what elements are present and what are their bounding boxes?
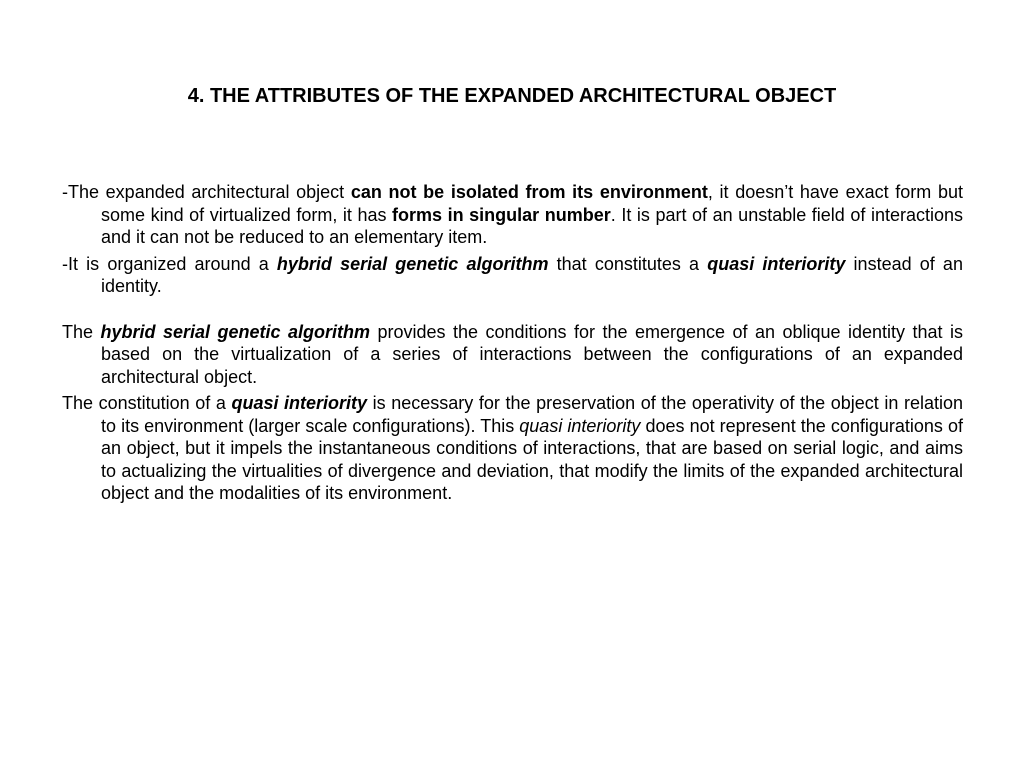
bold-phrase: can not be isolated from its environment bbox=[350, 182, 708, 202]
bold-italic-phrase: hybrid serial genetic algorithm bbox=[276, 253, 549, 274]
paragraph-hybrid-algorithm bbox=[62, 321, 963, 389]
text-run: -It is organized around a bbox=[62, 253, 277, 274]
bold-italic-phrase: quasi interiority bbox=[707, 253, 846, 274]
bold-italic-phrase: hybrid serial genetic algorithm bbox=[100, 321, 370, 342]
bold-italic-phrase: quasi interiority bbox=[231, 393, 368, 413]
text-run: provides the conditions for the emergence of an oblique identity that is based on the virtualization of a series of interactions between the configurations of an expanded architectural object. bbox=[101, 321, 963, 387]
text-run: -The expanded architectural object bbox=[62, 182, 351, 202]
text-run: instead of an identity. bbox=[101, 253, 963, 296]
text-run: The constitution of a bbox=[62, 393, 232, 413]
text-run: does not represent the configurations of an object, but it impels the instantaneous conditions of interactions, that are based on serial logic, and aims to actualizing the virtualities of divergence and deviation, that modify the limits of the expanded architectural object and the modalities of its environment. bbox=[101, 415, 963, 503]
text-run: that constitutes a bbox=[548, 253, 708, 274]
text-run: is necessary for the preservation of the operativity of the object in relation to its environment (larger scale configurations). This bbox=[101, 393, 963, 436]
text-run: , it doesn’t have exact form but some kind of virtualized form, it has bbox=[101, 182, 963, 225]
paragraph-expanded-object bbox=[62, 181, 963, 249]
slide-body bbox=[62, 181, 963, 505]
paragraph-organized-around bbox=[62, 253, 963, 298]
slide-title: 4. THE ATTRIBUTES OF THE EXPANDED ARCHITECTURAL OBJECT bbox=[187, 85, 837, 107]
text-run: The bbox=[62, 321, 101, 342]
paragraph-quasi-interiority bbox=[62, 392, 963, 505]
text-run: . It is part of an unstable field of interactions and it can not be reduced to an elementary item. bbox=[101, 204, 964, 247]
bold-phrase: forms in singular number bbox=[392, 204, 611, 225]
italic-phrase: quasi interiority bbox=[519, 415, 641, 436]
